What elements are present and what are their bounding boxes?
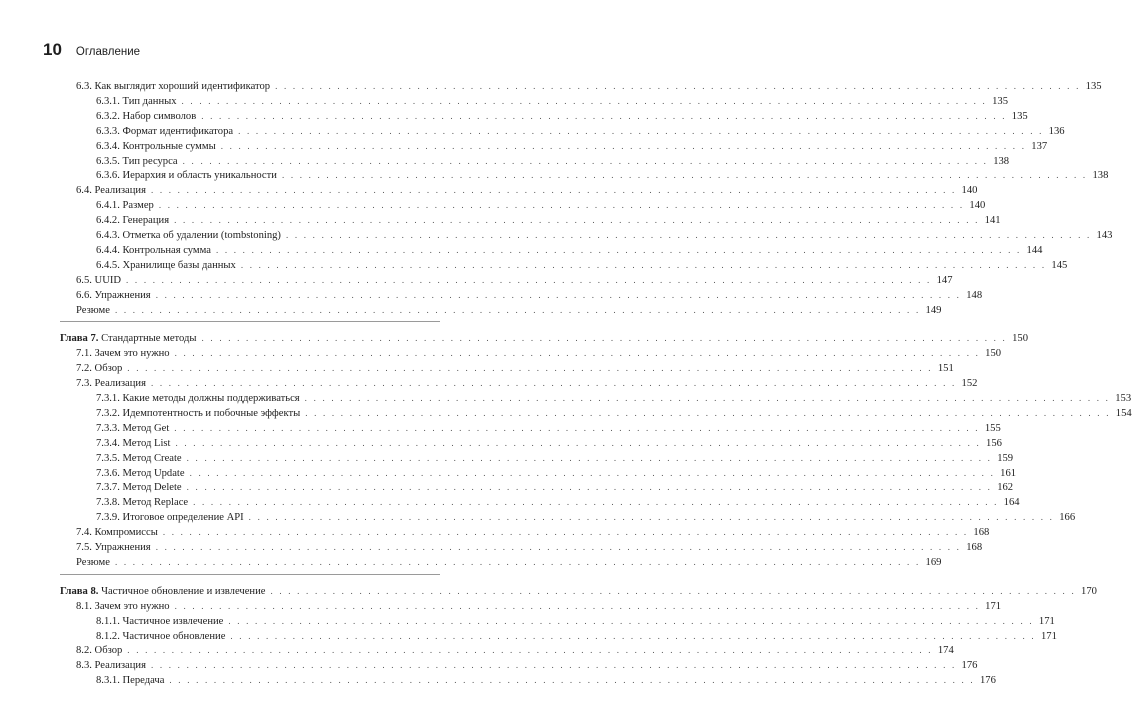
entry-text: 7.1. Зачем это нужно <box>76 348 170 360</box>
toc-entry[interactable] <box>96 420 1001 436</box>
entry-text: 7.3.2. Идемпотентность и побочные эффекты <box>96 407 301 419</box>
toc-entry[interactable] <box>96 435 1002 451</box>
dot-leader: . . . . . . . . . . . . . . . . . . . . . . . . . . . . . . . . . . . . . . . . . . . . . . . . . . . . . . . . . . . . . . . . . . . . . . . . . . . . . . . . . . . . . . . . . . . <box>127 363 933 374</box>
dot-leader: . . . . . . . . . . . . . . . . . . . . . . . . . . . . . . . . . . . . . . . . . . . . . . . . . . . . . . . . . . . . . . . . . . . . . . . . . . . . . . . . . . . . . . . . . . . <box>275 81 1081 91</box>
dot-leader: . . . . . . . . . . . . . . . . . . . . . . . . . . . . . . . . . . . . . . . . . . . . . . . . . . . . . . . . . . . . . . . . . . . . . . . . . . . . . . . . . . . . . . . . . . . <box>228 615 1034 626</box>
toc-page-number: 149 <box>925 304 942 316</box>
toc-page-number: 147 <box>936 274 953 286</box>
toc-page-number: 138 <box>993 155 1010 167</box>
toc-entry[interactable] <box>96 405 1132 421</box>
toc-page-number: 135 <box>1011 110 1028 122</box>
chapter-label: Глава 7. <box>60 333 99 345</box>
dot-leader: . . . . . . . . . . . . . . . . . . . . . . . . . . . . . . . . . . . . . . . . . . . . . . . . . . . . . . . . . . . . . . . . . . . . . . . . . . . . . . . . . . . . . . . . . . . <box>169 675 975 686</box>
page-number: 10 <box>43 40 62 59</box>
toc-page-number: 174 <box>937 645 954 657</box>
toc-page-number: 171 <box>1040 630 1057 642</box>
toc-page-number: 137 <box>1031 140 1048 152</box>
entry-text: 7.3.7. Метод Delete <box>96 482 182 494</box>
dot-leader: . . . . . . . . . . . . . . . . . . . . . . . . . . . . . . . . . . . . . . . . . . . . . . . . . . . . . . . . . . . . . . . . . . . . . . . . . . . . . . . . . . . . . . . . . . . <box>174 422 980 433</box>
toc-page-number: 141 <box>984 215 1001 227</box>
toc-entry[interactable] <box>76 554 942 570</box>
toc-entry[interactable] <box>76 642 954 658</box>
toc-page-number: 152 <box>961 378 978 390</box>
toc-entry-title <box>96 673 166 689</box>
entry-text: 6.3.6. Иерархия и область уникальности <box>96 170 277 182</box>
dot-leader: . . . . . . . . . . . . . . . . . . . . . . . . . . . . . . . . . . . . . . . . . . . . . . . . . . . . . . . . . . . . . . . . . . . . . . . . . . . . . . . . . . . . . . . . . . . <box>114 556 921 567</box>
toc-page-number: 140 <box>969 200 986 212</box>
entry-text: 7.3.3. Метод Get <box>96 422 170 434</box>
toc-page-number: 144 <box>1026 244 1043 256</box>
entry-text: 7.4. Компромиссы <box>76 527 158 539</box>
entry-text: Резюме <box>76 304 110 316</box>
toc-page-number: 136 <box>1048 125 1065 137</box>
entry-text: 6.3.3. Формат идентификатора <box>96 125 234 137</box>
entry-text: Частичное обновление и извлечение <box>101 585 266 597</box>
dot-leader: . . . . . . . . . . . . . . . . . . . . . . . . . . . . . . . . . . . . . . . . . . . . . . . . . . . . . . . . . . . . . . . . . . . . . . . . . . . . . . . . . . . . . . . . . . . <box>162 527 969 538</box>
chapter-label: Глава 8. <box>60 585 99 597</box>
entry-text: 8.1. Зачем это нужно <box>76 600 170 612</box>
toc-page-number: 166 <box>1059 512 1076 524</box>
toc-entry[interactable] <box>76 272 953 288</box>
toc-page-number: 171 <box>985 600 1002 612</box>
toc-chapter-entry[interactable] <box>60 583 1097 599</box>
dot-leader: . . . . . . . . . . . . . . . . . . . . . . . . . . . . . . . . . . . . . . . . . . . . . . . . . . . . . . . . . . . . . . . . . . . . . . . . . . . . . . . . . . . . . . . . . . . <box>150 660 957 671</box>
dot-leader: . . . . . . . . . . . . . . . . . . . . . . . . . . . . . . . . . . . . . . . . . . . . . . . . . . . . . . . . . . . . . . . . . . . . . . . . . . . . . . . . . . . . . . . . . . . <box>181 95 987 106</box>
toc-entry[interactable] <box>76 539 983 555</box>
dot-leader: . . . . . . . . . . . . . . . . . . . . . . . . . . . . . . . . . . . . . . . . . . . . . . . . . . . . . . . . . . . . . . . . . . . . . . . . . . . . . . . . . . . . . . . . . . . <box>186 452 993 463</box>
toc-page-number: 161 <box>1000 467 1017 479</box>
toc-entry[interactable] <box>96 108 1028 124</box>
toc-entry[interactable] <box>96 613 1055 629</box>
toc-page-number: 169 <box>925 556 942 568</box>
entry-text: 8.2. Обзор <box>76 645 123 657</box>
toc-page-number: 155 <box>984 422 1001 434</box>
dot-leader: . . . . . . . . . . . . . . . . . . . . . . . . . . . . . . . . . . . . . . . . . . . . . . . . . . . . . . . . . . . . . . . . . . . . . . . . . . . . . . . . . . . . . . . . . . . <box>126 274 932 285</box>
dot-leader: . . . . . . . . . . . . . . . . . . . . . . . . . . . . . . . . . . . . . . . . . . . . . . . . . . . . . . . . . . . . . . . . . . . . . . . . . . . . . . . . . . . . . . . . . . . <box>248 512 1055 523</box>
entry-text: 7.3.9. Итоговое определение API <box>96 512 244 524</box>
toc-chapter-entry[interactable] <box>60 330 1028 346</box>
entry-text: 7.2. Обзор <box>76 363 123 375</box>
toc-entry[interactable] <box>96 227 1113 243</box>
toc-entry[interactable] <box>76 524 990 540</box>
toc-entry[interactable] <box>96 197 986 213</box>
dot-leader: . . . . . . . . . . . . . . . . . . . . . . . . . . . . . . . . . . . . . . . . . . . . . . . . . . . . . . . . . . . . . . . . . . . . . . . . . . . . . . . . . . . . . . . . . . . <box>155 542 962 552</box>
entry-text: 6.3.4. Контрольные суммы <box>96 140 216 152</box>
dot-leader: . . . . . . . . . . . . . . . . . . . . . . . . . . . . . . . . . . . . . . . . . . . . . . . . . . . . . . . . . . . . . . . . . . . . . . . . . . . . . . . . . . . . . . . . . . . <box>201 110 1007 121</box>
toc-page-number: 170 <box>1081 585 1097 597</box>
toc-entry[interactable] <box>76 78 1102 94</box>
entry-text: 7.3.6. Метод Update <box>96 467 185 479</box>
entry-text: 7.3. Реализация <box>76 378 146 390</box>
entry-text: 7.3.8. Метод Replace <box>96 497 189 509</box>
entry-text: 6.5. UUID <box>76 274 122 286</box>
toc-page-number: 135 <box>1085 81 1102 92</box>
toc-entry[interactable] <box>96 390 1132 406</box>
dot-leader: . . . . . . . . . . . . . . . . . . . . . . . . . . . . . . . . . . . . . . . . . . . . . . . . . . . . . . . . . . . . . . . . . . . . . . . . . . . . . . . . . . . . . . . . . . . <box>285 230 1092 240</box>
toc-entry[interactable] <box>96 509 1076 525</box>
toc-entry[interactable] <box>76 375 978 391</box>
toc-entry[interactable] <box>76 287 983 303</box>
dot-leader: . . . . . . . . . . . . . . . . . . . . . . . . . . . . . . . . . . . . . . . . . . . . . . . . . . . . . . . . . . . . . . . . . . . . . . . . . . . . . . . . . . . . . . . . . . . <box>150 185 957 196</box>
entry-text: 7.3.4. Метод List <box>96 437 171 449</box>
dot-leader: . . . . . . . . . . . . . . . . . . . . . . . . . . . . . . . . . . . . . . . . . . . . . . . . . . . . . . . . . . . . . . . . . . . . . . . . . . . . . . . . . . . . . . . . . . . <box>175 437 981 448</box>
entry-text: 6.4.3. Отметка об удалении (tombstoning) <box>96 230 281 241</box>
toc-page-number: 140 <box>961 185 978 197</box>
toc-page-number: 153 <box>1115 393 1132 404</box>
dot-leader: . . . . . . . . . . . . . . . . . . . . . . . . . . . . . . . . . . . . . . . . . . . . . . . . . . . . . . . . . . . . . . . . . . . . . . . . . . . . . . . . . . . . . . . . . . . <box>155 289 962 300</box>
entry-text: 6.3. Как выглядит хороший идентификатор <box>76 81 271 92</box>
entry-text: 8.3. Реализация <box>76 660 146 672</box>
entry-text: 6.4.5. Хранилище базы данных <box>96 259 236 271</box>
toc-entry[interactable] <box>76 182 978 198</box>
dot-leader: . . . . . . . . . . . . . . . . . . . . . . . . . . . . . . . . . . . . . . . . . . . . . . . . . . . . . . . . . . . . . . . . . . . . . . . . . . . . . . . . . . . . . . . . . . . <box>174 600 981 611</box>
toc-entry-title <box>76 303 112 319</box>
toc-entry[interactable] <box>96 242 1043 258</box>
toc-page-number: 145 <box>1051 259 1068 271</box>
entry-text: 6.6. Упражнения <box>76 289 151 301</box>
dot-leader: . . . . . . . . . . . . . . . . . . . . . . . . . . . . . . . . . . . . . . . . . . . . . . . . . . . . . . . . . . . . . . . . . . . . . . . . . . . . . . . . . . . . . . . . . . . <box>305 407 1111 418</box>
entry-text: 7.5. Упражнения <box>76 542 151 553</box>
toc-page-number: 138 <box>1092 170 1109 182</box>
dot-leader: . . . . . . . . . . . . . . . . . . . . . . . . . . . . . . . . . . . . . . . . . . . . . . . . . . . . . . . . . . . . . . . . . . . . . . . . . . . . . . . . . . . . . . . . . . . <box>304 393 1111 403</box>
dot-leader: . . . . . . . . . . . . . . . . . . . . . . . . . . . . . . . . . . . . . . . . . . . . . . . . . . . . . . . . . . . . . . . . . . . . . . . . . . . . . . . . . . . . . . . . . . . <box>189 467 996 478</box>
toc-page-number: 171 <box>1038 615 1055 627</box>
dot-leader: . . . . . . . . . . . . . . . . . . . . . . . . . . . . . . . . . . . . . . . . . . . . . . . . . . . . . . . . . . . . . . . . . . . . . . . . . . . . . . . . . . . . . . . . . . . <box>238 125 1044 136</box>
toc-page-number: 154 <box>1115 407 1132 419</box>
toc-page-number: 148 <box>966 289 983 301</box>
dot-leader: . . . . . . . . . . . . . . . . . . . . . . . . . . . . . . . . . . . . . . . . . . . . . . . . . . . . . . . . . . . . . . . . . . . . . . . . . . . . . . . . . . . . . . . . . . . <box>215 244 1022 255</box>
dot-leader: . . . . . . . . . . . . . . . . . . . . . . . . . . . . . . . . . . . . . . . . . . . . . . . . . . . . . . . . . . . . . . . . . . . . . . . . . . . . . . . . . . . . . . . . . . . <box>186 482 993 493</box>
dot-leader: . . . . . . . . . . . . . . . . . . . . . . . . . . . . . . . . . . . . . . . . . . . . . . . . . . . . . . . . . . . . . . . . . . . . . . . . . . . . . . . . . . . . . . . . . . . <box>281 170 1088 181</box>
entry-text: 6.3.5. Тип ресурса <box>96 155 178 167</box>
dot-leader: . . . . . . . . . . . . . . . . . . . . . . . . . . . . . . . . . . . . . . . . . . . . . . . . . . . . . . . . . . . . . . . . . . . . . . . . . . . . . . . . . . . . . . . . . . . <box>158 200 965 211</box>
dot-leader: . . . . . . . . . . . . . . . . . . . . . . . . . . . . . . . . . . . . . . . . . . . . . . . . . . . . . . . . . . . . . . . . . . . . . . . . . . . . . . . . . . . . . . . . . . . <box>220 140 1027 151</box>
dot-leader: . . . . . . . . . . . . . . . . . . . . . . . . . . . . . . . . . . . . . . . . . . . . . . . . . . . . . . . . . . . . . . . . . . . . . . . . . . . . . . . . . . . . . . . . . . . <box>174 215 980 226</box>
toc-page-number: 143 <box>1096 230 1113 241</box>
toc-page-number: 150 <box>1012 333 1028 345</box>
entry-text: 6.4.2. Генерация <box>96 215 170 227</box>
entry-text: 7.3.1. Какие методы должны поддерживаться <box>96 393 300 404</box>
toc-page-number: 168 <box>966 542 983 553</box>
toc-entry[interactable] <box>96 138 1048 154</box>
dot-leader: . . . . . . . . . . . . . . . . . . . . . . . . . . . . . . . . . . . . . . . . . . . . . . . . . . . . . . . . . . . . . . . . . . . . . . . . . . . . . . . . . . . . . . . . . . . <box>114 304 921 315</box>
toc-entry[interactable] <box>96 257 1068 273</box>
toc-entry[interactable] <box>96 212 1001 228</box>
toc-entry[interactable] <box>96 628 1057 644</box>
page-header <box>43 40 140 64</box>
toc-page-number: 135 <box>992 95 1008 107</box>
toc-entry[interactable] <box>96 479 1014 495</box>
dot-leader: . . . . . . . . . . . . . . . . . . . . . . . . . . . . . . . . . . . . . . . . . . . . . . . . . . . . . . . . . . . . . . . . . . . . . . . . . . . . . . . . . . . . . . . . . . . <box>193 497 999 508</box>
toc-entry-title <box>76 555 112 571</box>
toc-page-number: 162 <box>997 482 1014 494</box>
toc-entry[interactable] <box>76 302 942 318</box>
dot-leader: . . . . . . . . . . . . . . . . . . . . . . . . . . . . . . . . . . . . . . . . . . . . . . . . . . . . . . . . . . . . . . . . . . . . . . . . . . . . . . . . . . . . . . . . . . . <box>240 259 1047 270</box>
toc-page-number: 159 <box>997 452 1014 464</box>
dot-leader: . . . . . . . . . . . . . . . . . . . . . . . . . . . . . . . . . . . . . . . . . . . . . . . . . . . . . . . . . . . . . . . . . . . . . . . . . . . . . . . . . . . . . . . . . . . <box>150 378 957 389</box>
entry-text: 7.3.5. Метод Create <box>96 452 182 464</box>
entry-text: 6.3.2. Набор символов <box>96 110 197 122</box>
toc-entry[interactable] <box>96 672 996 688</box>
entry-text: 8.1.1. Частичное извлечение <box>96 615 224 627</box>
entry-text: 6.4.4. Контрольная сумма <box>96 244 211 256</box>
entry-text: Резюме <box>76 556 110 568</box>
dot-leader: . . . . . . . . . . . . . . . . . . . . . . . . . . . . . . . . . . . . . . . . . . . . . . . . . . . . . . . . . . . . . . . . . . . . . . . . . . . . . . . . . . . . . . . . . . . <box>270 585 1076 596</box>
toc-page-number: 176 <box>979 675 996 687</box>
running-title: Оглавление <box>75 46 141 58</box>
section-divider <box>60 574 440 575</box>
entry-text: 6.4.1. Размер <box>96 200 154 212</box>
toc-page-number: 151 <box>937 363 954 375</box>
entry-text: 8.1.2. Частичное обновление <box>96 630 226 642</box>
toc-entry[interactable] <box>76 657 978 673</box>
toc-page-number: 156 <box>986 437 1002 449</box>
toc-entry[interactable] <box>96 153 1010 169</box>
toc-page-number: 164 <box>1003 497 1020 509</box>
toc-entry[interactable] <box>96 465 1017 481</box>
entry-text: 6.3.1. Тип данных <box>96 95 177 107</box>
toc-entry[interactable] <box>96 123 1065 139</box>
toc-entry[interactable] <box>96 450 1014 466</box>
entry-text: Стандартные методы <box>101 333 197 345</box>
toc-page-number: 176 <box>961 660 978 672</box>
toc-entry[interactable] <box>76 598 1002 614</box>
section-divider <box>60 321 440 322</box>
toc-entry[interactable] <box>96 93 1008 109</box>
entry-text: 8.3.1. Передача <box>96 675 165 687</box>
toc-entry[interactable] <box>76 360 954 376</box>
dot-leader: . . . . . . . . . . . . . . . . . . . . . . . . . . . . . . . . . . . . . . . . . . . . . . . . . . . . . . . . . . . . . . . . . . . . . . . . . . . . . . . . . . . . . . . . . . . <box>174 348 981 359</box>
toc-entry[interactable] <box>96 167 1109 183</box>
toc-entry[interactable] <box>96 494 1020 510</box>
dot-leader: . . . . . . . . . . . . . . . . . . . . . . . . . . . . . . . . . . . . . . . . . . . . . . . . . . . . . . . . . . . . . . . . . . . . . . . . . . . . . . . . . . . . . . . . . . . <box>127 645 933 656</box>
dot-leader: . . . . . . . . . . . . . . . . . . . . . . . . . . . . . . . . . . . . . . . . . . . . . . . . . . . . . . . . . . . . . . . . . . . . . . . . . . . . . . . . . . . . . . . . . . . <box>182 155 989 166</box>
dot-leader: . . . . . . . . . . . . . . . . . . . . . . . . . . . . . . . . . . . . . . . . . . . . . . . . . . . . . . . . . . . . . . . . . . . . . . . . . . . . . . . . . . . . . . . . . . . <box>201 333 1007 344</box>
toc-entry[interactable] <box>76 345 1002 361</box>
entry-text: 6.4. Реализация <box>76 185 146 197</box>
dot-leader: . . . . . . . . . . . . . . . . . . . . . . . . . . . . . . . . . . . . . . . . . . . . . . . . . . . . . . . . . . . . . . . . . . . . . . . . . . . . . . . . . . . . . . . . . . . <box>230 630 1036 641</box>
toc-page-number: 168 <box>973 527 990 539</box>
toc-page-number: 150 <box>985 348 1002 360</box>
